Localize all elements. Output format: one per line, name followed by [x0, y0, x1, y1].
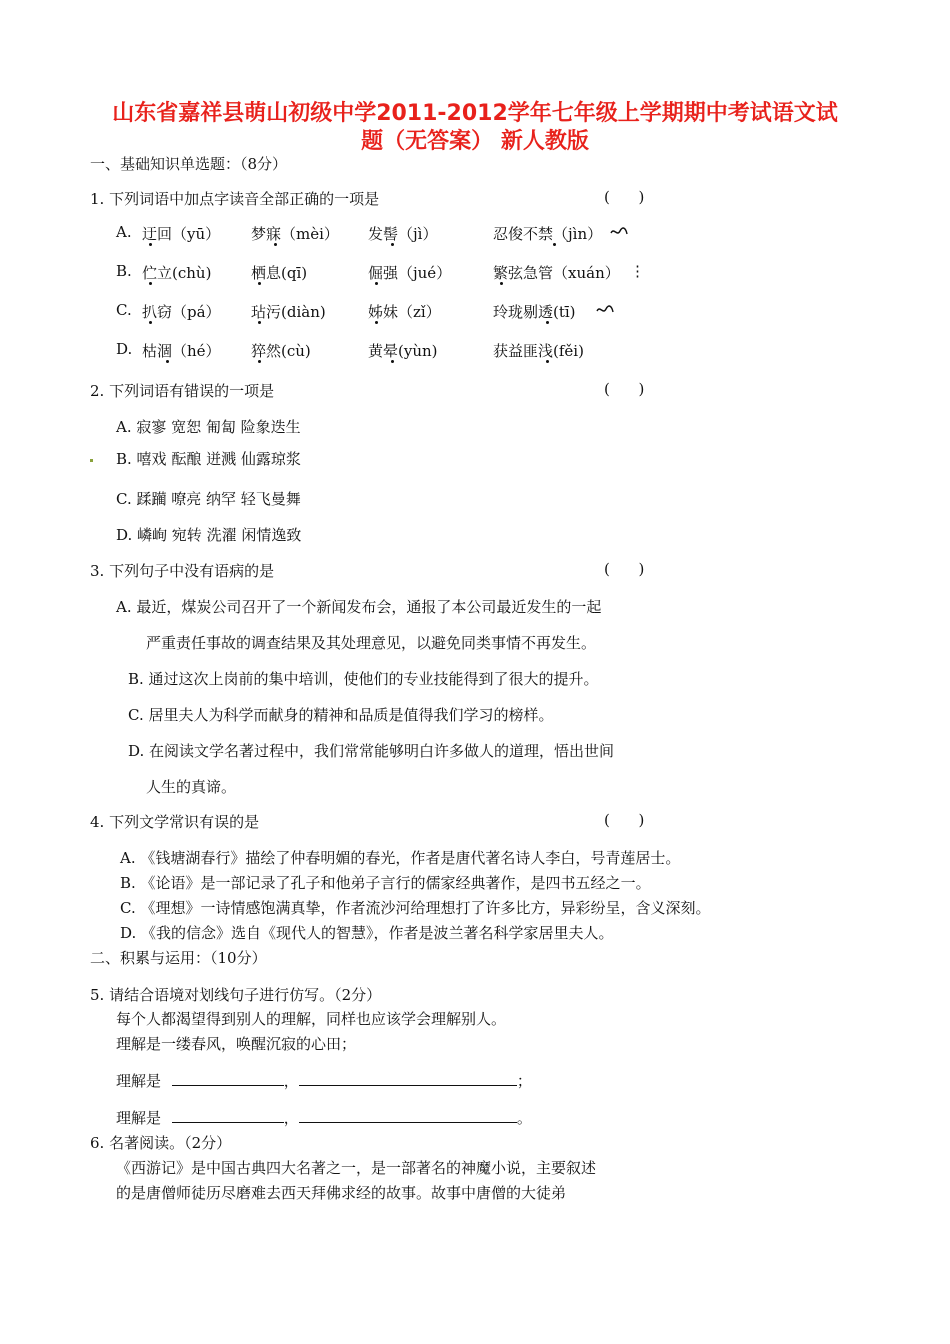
- q2-option: B. 嘻戏 酝酿 迸溅 仙露琼浆: [116, 450, 301, 468]
- q2-option: C. 蹂躏 嘹亮 纳罕 轻飞曼舞: [116, 490, 301, 508]
- q5-fill-prefix: 理解是: [116, 1072, 162, 1090]
- emphasis-dot: [258, 282, 261, 285]
- q4-option: A. 《钱塘湖春行》描绘了仲春明媚的春光，作者是唐代著名诗人李白，号青莲居士。: [120, 849, 681, 867]
- q6-stem: 6. 名著阅读。（2分）: [90, 1134, 232, 1152]
- emphasis-dot: [391, 360, 394, 363]
- q1-option-word: 伫立(chù): [142, 264, 212, 282]
- q5-fill-line1: [116, 1070, 532, 1091]
- q3-answer-paren: ( ): [604, 560, 645, 578]
- emphasis-dot: [166, 360, 169, 363]
- page-title-line2: 题（无答案） 新人教版: [361, 129, 589, 154]
- q5-answer-blank-2a[interactable]: [172, 1107, 284, 1123]
- emphasis-dot: [258, 321, 261, 324]
- q5-stem: 5. 请结合语境对划线句子进行仿写。（2分）: [90, 986, 382, 1004]
- q2-stem: 2. 下列词语有错误的一项是: [90, 382, 275, 400]
- vertical-ellipsis-mark: ⋮: [630, 262, 645, 280]
- q5-answer-blank-1b[interactable]: [299, 1070, 517, 1086]
- q2-option: D. 嶙峋 宛转 洗濯 闲情逸致: [116, 526, 302, 544]
- q3-option-d-line1: D. 在阅读文学名著过程中，我们常常能够明白许多做人的道理，悟出世间: [128, 742, 615, 760]
- section2-heading: 二、积累与运用：（10分）: [90, 949, 267, 967]
- emphasis-dot: [375, 282, 378, 285]
- q2-answer-paren: ( ): [604, 380, 645, 398]
- section1-heading: 一、基础知识单选题：（8分）: [90, 155, 288, 173]
- q3-stem: 3. 下列句子中没有语病的是: [90, 562, 275, 580]
- q1-option-word: 倔强（jué）: [368, 264, 452, 282]
- q1-option-word: 迂回（yū）: [142, 225, 221, 243]
- q1-option-word: 繁弦急管（xuán）: [493, 264, 620, 282]
- q1-option-word: 枯涸（hé）: [142, 342, 221, 360]
- q4-answer-paren: ( ): [604, 811, 645, 829]
- q5-fill-line2: [116, 1107, 532, 1128]
- q5-answer-blank-1a[interactable]: [172, 1070, 284, 1086]
- q1-option-word: 获益匪浅(fěi): [493, 342, 584, 360]
- squiggle-mark-icon: [596, 304, 614, 316]
- q4-option: B. 《论语》是一部记录了孔子和他弟子言行的儒家经典著作，是四书五经之一。: [120, 874, 651, 892]
- squiggle-mark-icon: [610, 226, 628, 238]
- q3-option-a-line2: 严重责任事故的调查结果及其处理意见，以避免同类事情不再发生。: [146, 634, 597, 652]
- q2-option: A. 寂寥 宽恕 匍匐 险象迭生: [116, 418, 301, 436]
- q1-option-word: 姊妹（zǐ）: [368, 303, 441, 321]
- q1-option-word: 玷污(diàn): [251, 303, 326, 321]
- emphasis-dot: [546, 321, 549, 324]
- emphasis-dot: [500, 282, 503, 285]
- q6-text-line2: 的是唐僧师徒历尽磨难去西天拜佛求经的故事。故事中唐僧的大徒弟: [116, 1184, 567, 1202]
- q3-option-a-line1: A. 最近，煤炭公司召开了一个新闻发布会，通报了本公司最近发生的一起: [116, 598, 602, 616]
- q1-stem: 1. 下列词语中加点字读音全部正确的一项是: [90, 190, 380, 208]
- q1-option-word: 猝然(cù): [251, 342, 311, 360]
- q4-option: D. 《我的信念》选自《现代人的智慧》，作者是波兰著名科学家居里夫人。: [120, 924, 614, 942]
- emphasis-dot: [553, 243, 556, 246]
- q4-stem: 4. 下列文学常识有误的是: [90, 813, 260, 831]
- page-title-line1: 山东省嘉祥县萌山初级中学2011-2012学年七年级上学期期中考试语文试: [112, 101, 838, 126]
- q1-option-word: 扒窃（pá）: [142, 303, 221, 321]
- emphasis-dot: [149, 321, 152, 324]
- q1-option-label: D.: [116, 340, 133, 358]
- emphasis-dot: [258, 360, 261, 363]
- q3-option-d-line2: 人生的真谛。: [146, 778, 237, 796]
- q5-context-line1: 每个人都渴望得到别人的理解，同样也应该学会理解别人。: [116, 1010, 507, 1028]
- q1-option-label: B.: [116, 262, 132, 280]
- q5-comma: ，: [283, 1072, 299, 1090]
- q1-option-word: 忍俊不禁（jìn）: [493, 225, 603, 243]
- q5-answer-blank-2b[interactable]: [299, 1107, 517, 1123]
- q1-answer-paren: ( ): [604, 188, 645, 206]
- q3-option-c: C. 居里夫人为科学而献身的精神和品质是值得我们学习的榜样。: [128, 706, 554, 724]
- q1-option-label: A.: [116, 223, 132, 241]
- emphasis-dot: [375, 321, 378, 324]
- emphasis-dot: [149, 243, 152, 246]
- q5-comma: ，: [283, 1109, 299, 1127]
- q5-end-period: 。: [516, 1109, 532, 1127]
- emphasis-dot: [149, 282, 152, 285]
- q1-option-word: 玲珑剔透(tī): [493, 303, 576, 321]
- emphasis-dot: [546, 360, 549, 363]
- q1-option-word: 栖息(qī): [251, 264, 308, 282]
- q3-option-b: B. 通过这次上岗前的集中培训，使他们的专业技能得到了很大的提升。: [128, 670, 599, 688]
- emphasis-dot: [391, 243, 394, 246]
- q4-option: C. 《理想》一诗情感饱满真挚，作者流沙河给理想打了许多比方，异彩纷呈，含义深刻。: [120, 899, 711, 917]
- q6-text-line1: 《西游记》是中国古典四大名著之一，是一部著名的神魔小说，主要叙述: [116, 1159, 597, 1177]
- q5-end-semicolon: ；: [516, 1072, 532, 1090]
- q5-fill-prefix: 理解是: [116, 1109, 162, 1127]
- q1-option-label: C.: [116, 301, 132, 319]
- q1-option-word: 黄晕(yùn): [368, 342, 438, 360]
- emphasis-dot: [274, 243, 277, 246]
- q1-option-word: 梦寐（mèi）: [251, 225, 339, 243]
- stray-dot: [90, 459, 93, 462]
- q1-option-word: 发髻（jì）: [368, 225, 438, 243]
- q5-context-line2: 理解是一缕春风，唤醒沉寂的心田；: [116, 1035, 357, 1053]
